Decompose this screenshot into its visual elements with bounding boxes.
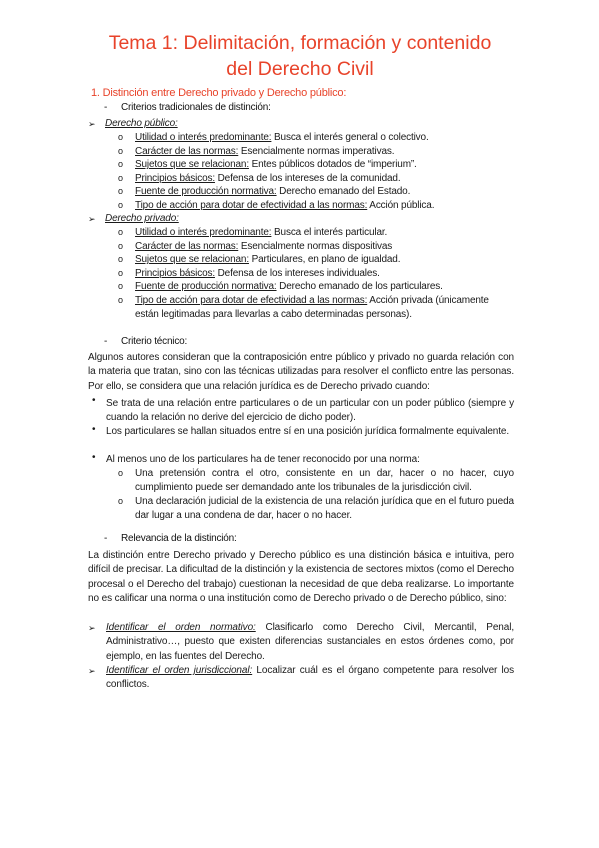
derecho-publico-label: Derecho público: [105, 118, 178, 129]
relevancia-item-2 [106, 664, 514, 693]
criteria-term: Fuente de producción normativa: [135, 186, 277, 198]
circle-bullet-icon: o [118, 159, 124, 170]
criteria-text: Entes públicos dotados de “imperium”. [248, 159, 417, 171]
criteria-text: Derecho emanado del Estado. [276, 186, 411, 198]
subsection-title: Criterios tradicionales de distinción: [121, 102, 271, 113]
criteria-term: Principios básicos: [135, 267, 215, 279]
circle-bullet-icon: o [118, 132, 124, 142]
circle-bullet-icon: o [118, 172, 124, 183]
criteria-item [135, 280, 443, 294]
criteria-term: Utilidad o interés predominante: [135, 132, 272, 143]
item-term: Identificar el orden normativo: [106, 622, 256, 633]
criteria-text: Busca el interés particular. [271, 227, 388, 238]
tecnico-bullet-1: Se trata de una relación entre particulares o de un particular con un poder público (siempre y cuando la relación no derive del ejercicio de dicho poder). [106, 398, 514, 424]
circle-bullet-icon: o [118, 254, 124, 265]
criteria-term: Carácter de las normas: [135, 240, 239, 252]
title-line-2: del Derecho Civil [226, 58, 374, 80]
bullet-icon: • [92, 452, 96, 463]
criteria-text: Esencialmente normas dispositivas [238, 240, 393, 252]
criteria-text: Defensa de los intereses individuales. [214, 267, 380, 279]
tecnico-subitem-1: Una pretensión contra el otro, consistente en un dar, hacer o no hacer, cuyo cumplimiento puede ser demandado ante los tribunales de la jurisdicción civil. [135, 468, 514, 494]
criteria-term: Tipo de acción para dotar de efectividad a las normas: [135, 200, 368, 211]
criteria-term: Carácter de las normas: [135, 145, 239, 157]
dash-marker: - [104, 336, 108, 347]
subsection-title: Criterio técnico: [121, 336, 188, 347]
bullet-icon: • [92, 395, 96, 406]
arrow-bullet-icon: ➢ [88, 666, 96, 676]
circle-bullet-icon: o [118, 186, 124, 197]
criteria-term: Principios básicos: [135, 172, 215, 184]
tecnico-intro-paragraph: Algunos autores consideran que la contraposición entre público y privado no guarda relación con la materia que tratan, sino con las técnicas utilizadas para resolver el conflicto entre las personas. Por ello, se considera que una relación jurídica es de Derecho privado cuando: [88, 352, 514, 392]
subsection-title: Relevancia de la distinción: [121, 533, 237, 544]
derecho-privado-label: Derecho privado: [105, 213, 179, 224]
item-text: Localizar cuál es el órgano competente para resolver los conflictos. [106, 665, 514, 691]
criteria-text: Acción pública. [367, 200, 435, 211]
tecnico-bullet-3: Al menos uno de los particulares ha de tener reconocido por una norma: [106, 454, 420, 465]
criteria-item [135, 199, 434, 213]
item-text: Clasificarlo como Derecho Civil, Mercantil, Penal, Administrativo…, puesto que existen diferencias sustanciales en estos órdenes como, por ejemplo, en las fuentes del Derecho. [106, 622, 514, 662]
criteria-text: Esencialmente normas imperativas. [238, 145, 395, 157]
subsection-heading-criterios [104, 102, 271, 113]
criteria-item [135, 131, 429, 145]
criteria-item [135, 145, 394, 159]
criteria-item [135, 267, 380, 281]
criteria-item [135, 172, 400, 186]
criteria-text: Busca el interés general o colectivo. [271, 132, 429, 143]
subsection-heading-relevancia [104, 533, 237, 544]
subsection-heading-tecnico [104, 336, 188, 347]
tecnico-subitem-2: Una declaración judicial de la existencia de una relación jurídica que en el futuro pueda dar lugar a una condena de dar, hacer o no hacer. [135, 496, 514, 522]
circle-bullet-icon: o [118, 295, 124, 305]
criteria-text: Particulares, en plano de igualdad. [248, 254, 401, 266]
criteria-term: Fuente de producción normativa: [135, 281, 277, 293]
circle-bullet-icon: o [118, 240, 124, 251]
criteria-term: Sujetos que se relacionan: [135, 254, 249, 266]
dash-marker: - [104, 102, 108, 113]
criteria-text: Derecho emanado de los particulares. [276, 281, 443, 293]
criteria-text: Defensa de los intereses de la comunidad. [214, 172, 401, 184]
arrow-bullet-icon: ➢ [88, 623, 96, 633]
criteria-item [135, 185, 410, 199]
criteria-term: Utilidad o interés predominante: [135, 227, 272, 238]
criteria-term: Tipo de acción para dotar de efectividad a las normas: [135, 295, 368, 306]
criteria-text: Acción privada (únicamente [367, 295, 489, 306]
relevancia-item-1 [106, 621, 514, 664]
tecnico-bullet-2: Los particulares se hallan situados entre sí en una posición jurídica formalmente equivalente. [106, 426, 510, 437]
page-title [60, 30, 540, 82]
circle-bullet-icon: o [118, 468, 124, 478]
title-line-1: Tema 1: Delimitación, formación y contenido [108, 32, 492, 54]
criteria-item [135, 294, 489, 308]
circle-bullet-icon: o [118, 267, 124, 278]
criteria-item [135, 158, 417, 172]
dash-marker: - [104, 533, 108, 544]
circle-bullet-icon: o [118, 200, 124, 210]
arrow-bullet-icon: ➢ [88, 119, 96, 129]
arrow-bullet-icon: ➢ [88, 214, 96, 224]
criteria-item [135, 226, 387, 240]
section-heading: 1. Distinción entre Derecho privado y Derecho público: [91, 87, 347, 99]
bullet-icon: • [92, 424, 96, 435]
circle-bullet-icon: o [118, 496, 124, 506]
criteria-item [135, 240, 392, 254]
criteria-item [135, 253, 400, 267]
circle-bullet-icon: o [118, 281, 124, 292]
criteria-continuation: están legitimadas para llevarlas a cabo determinadas personas). [135, 308, 412, 320]
circle-bullet-icon: o [118, 145, 124, 156]
criteria-term: Sujetos que se relacionan: [135, 159, 249, 171]
item-term: Identificar el orden jurisdiccional: [106, 665, 253, 676]
relevancia-intro-paragraph: La distinción entre Derecho privado y Derecho público es una distinción básica e intuitiva, pero difícil de precisar. La dificultad de la distinción y la existencia de sectores mixtos (como el Derecho procesal o el Derecho del trabajo) cuestionan la necesidad de que deba realizarse. Lo importante no es calificar una norma o una institución como de Derecho privado o de Derecho público, sino: [88, 550, 514, 604]
circle-bullet-icon: o [118, 227, 124, 237]
